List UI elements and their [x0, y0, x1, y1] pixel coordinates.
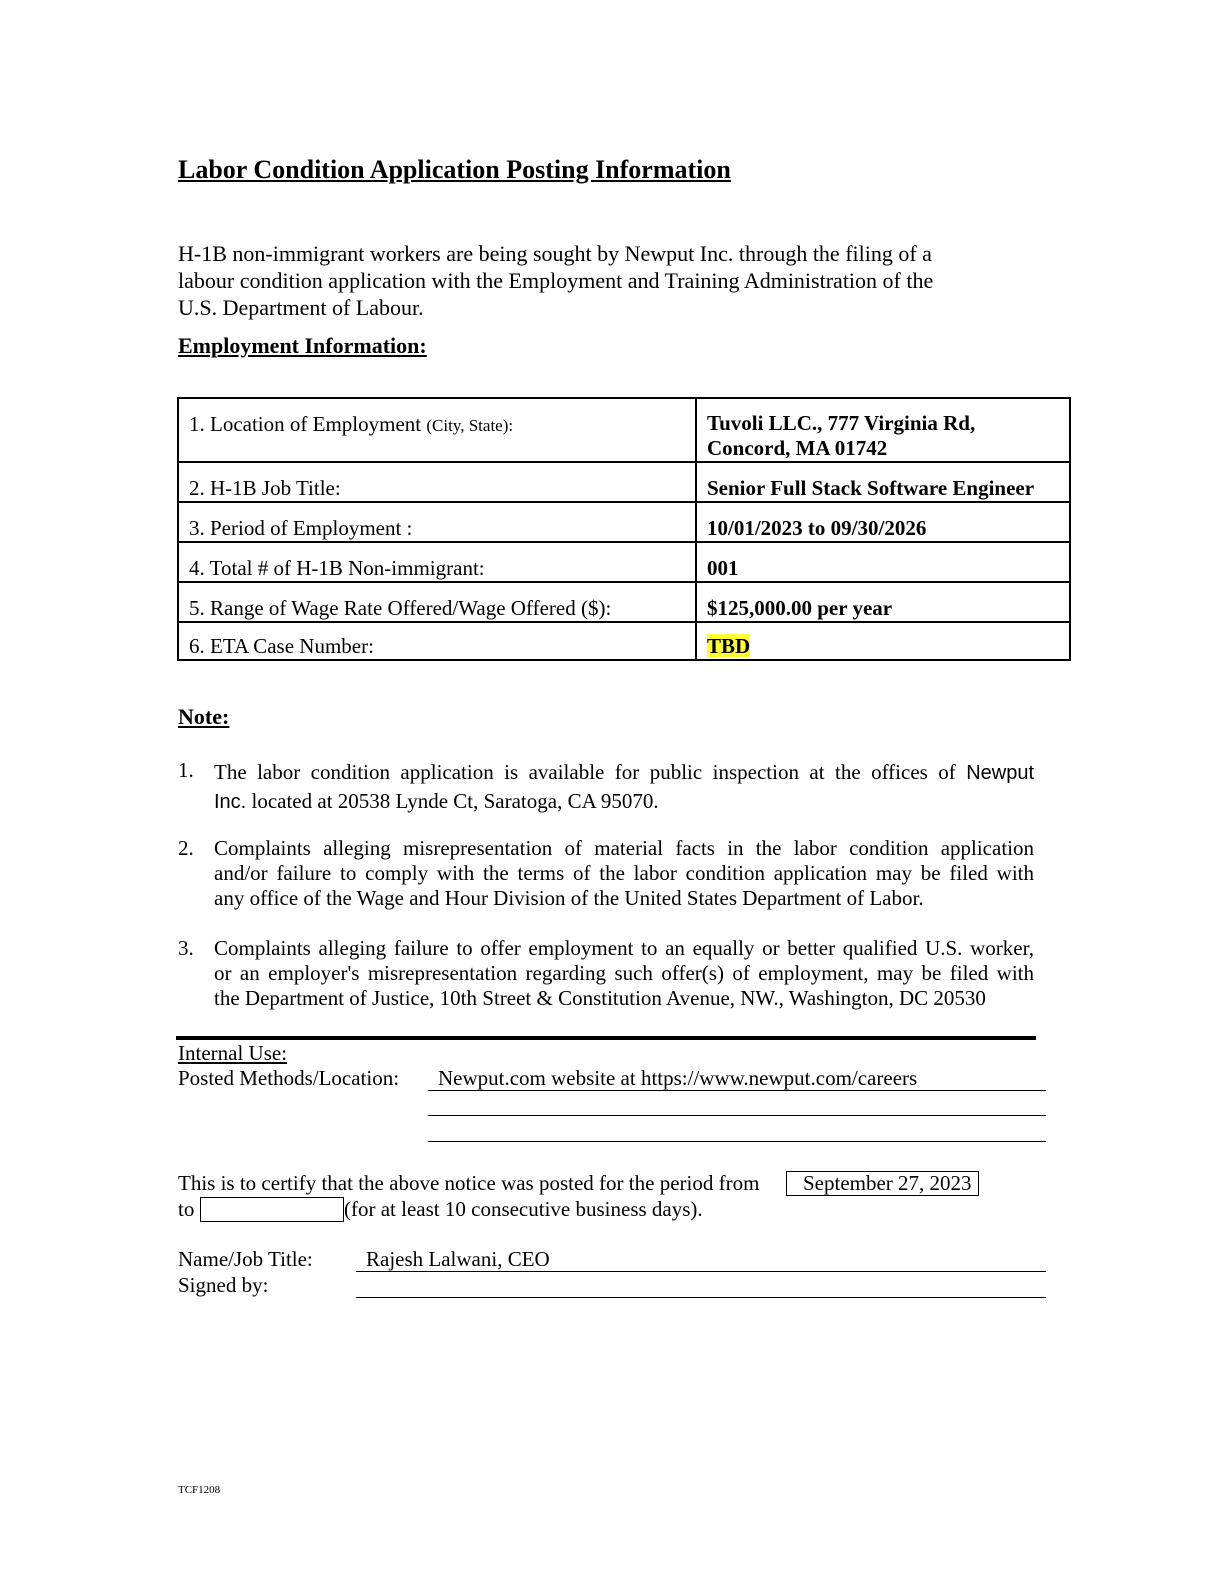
posted-methods-value: Newput.com website at https://www.newput.com/careers [438, 1066, 918, 1090]
note-line: The labor condition application is available for public inspection at the offices of Newput [214, 760, 1034, 784]
note-line: Complaints alleging failure to offer employment to an equally or better qualified U.S. worker, [214, 936, 1034, 960]
form-code: TCF1208 [178, 1484, 221, 1496]
employment-heading: Employment Information: [178, 333, 427, 358]
wage-value: $125,000.00 per year [696, 582, 1070, 622]
period-label: 3. Period of Employment : [178, 502, 696, 542]
location-value: Tuvoli LLC., 777 Virginia Rd, Concord, MA 01742 [696, 398, 1070, 462]
to-date-field[interactable] [200, 1197, 344, 1222]
table-row [178, 542, 1070, 582]
to-label: to [178, 1197, 195, 1221]
note-line: Inc. located at 20538 Lynde Ct, Saratoga, CA 95070. [214, 789, 659, 813]
note-number: 2. [178, 836, 194, 860]
from-date-field[interactable]: September 27, 2023 [786, 1171, 979, 1196]
note-item [178, 836, 1034, 911]
total-label: 4. Total # of H-1B Non-immigrant: [178, 542, 696, 582]
table-row [178, 502, 1070, 542]
internal-use-label: Internal Use: [178, 1041, 288, 1065]
table-row [178, 622, 1070, 660]
table-row [178, 462, 1070, 502]
posted-line [428, 1115, 1046, 1116]
wage-label: 5. Range of Wage Rate Offered/Wage Offered ($): [178, 582, 696, 622]
note-line: Complaints alleging misrepresentation of material facts in the labor condition application [214, 836, 1034, 860]
job-title-label: 2. H-1B Job Title: [178, 462, 696, 502]
signature-line [356, 1297, 1046, 1298]
note-line: any office of the Wage and Hour Division of the United States Department of Labor. [214, 886, 924, 910]
location-label: 1. Location of Employment (City, State): [178, 398, 696, 462]
case-number-value [696, 622, 1070, 660]
case-number-highlight: TBD [707, 634, 751, 658]
period-value: 10/01/2023 to 09/30/2026 [696, 502, 1070, 542]
total-value: 001 [696, 542, 1070, 582]
note-number: 1. [178, 758, 194, 782]
employment-table [177, 397, 1071, 661]
certify-text: This is to certify that the above notice was posted for the period from [178, 1171, 760, 1195]
posted-line [428, 1090, 1046, 1091]
note-line: or an employer's misrepresentation regarding such offer(s) of employment, may be filed with [214, 961, 1034, 985]
case-number-label: 6. ETA Case Number: [178, 622, 696, 660]
note-line: and/or failure to comply with the terms of the labor condition application may be filed with [214, 861, 1034, 885]
posted-methods-label: Posted Methods/Location: [178, 1066, 400, 1090]
name-title-line [356, 1271, 1046, 1272]
table-row [178, 398, 1070, 462]
signed-by-label: Signed by: [178, 1273, 269, 1297]
table-row [178, 582, 1070, 622]
job-title-value: Senior Full Stack Software Engineer [696, 462, 1070, 502]
section-divider [176, 1036, 1036, 1040]
note-line: the Department of Justice, 10th Street & Constitution Avenue, NW., Washington, DC 20530 [214, 986, 986, 1010]
note-heading: Note: [178, 704, 230, 729]
name-title-label: Name/Job Title: [178, 1247, 313, 1271]
intro-line: H-1B non-immigrant workers are being sought by Newput Inc. through the filing of a [178, 241, 932, 266]
intro-paragraph [178, 240, 1038, 321]
name-title-value: Rajesh Lalwani, CEO [366, 1247, 550, 1271]
intro-line: labour condition application with the Employment and Training Administration of the [178, 268, 934, 293]
note-item [178, 758, 1034, 816]
intro-line: U.S. Department of Labour. [178, 295, 424, 320]
posted-line [428, 1141, 1046, 1142]
certify-suffix: (for at least 10 consecutive business days). [344, 1197, 703, 1221]
note-item [178, 936, 1034, 1011]
page-title: Labor Condition Application Posting Information [178, 155, 731, 184]
note-number: 3. [178, 936, 194, 960]
